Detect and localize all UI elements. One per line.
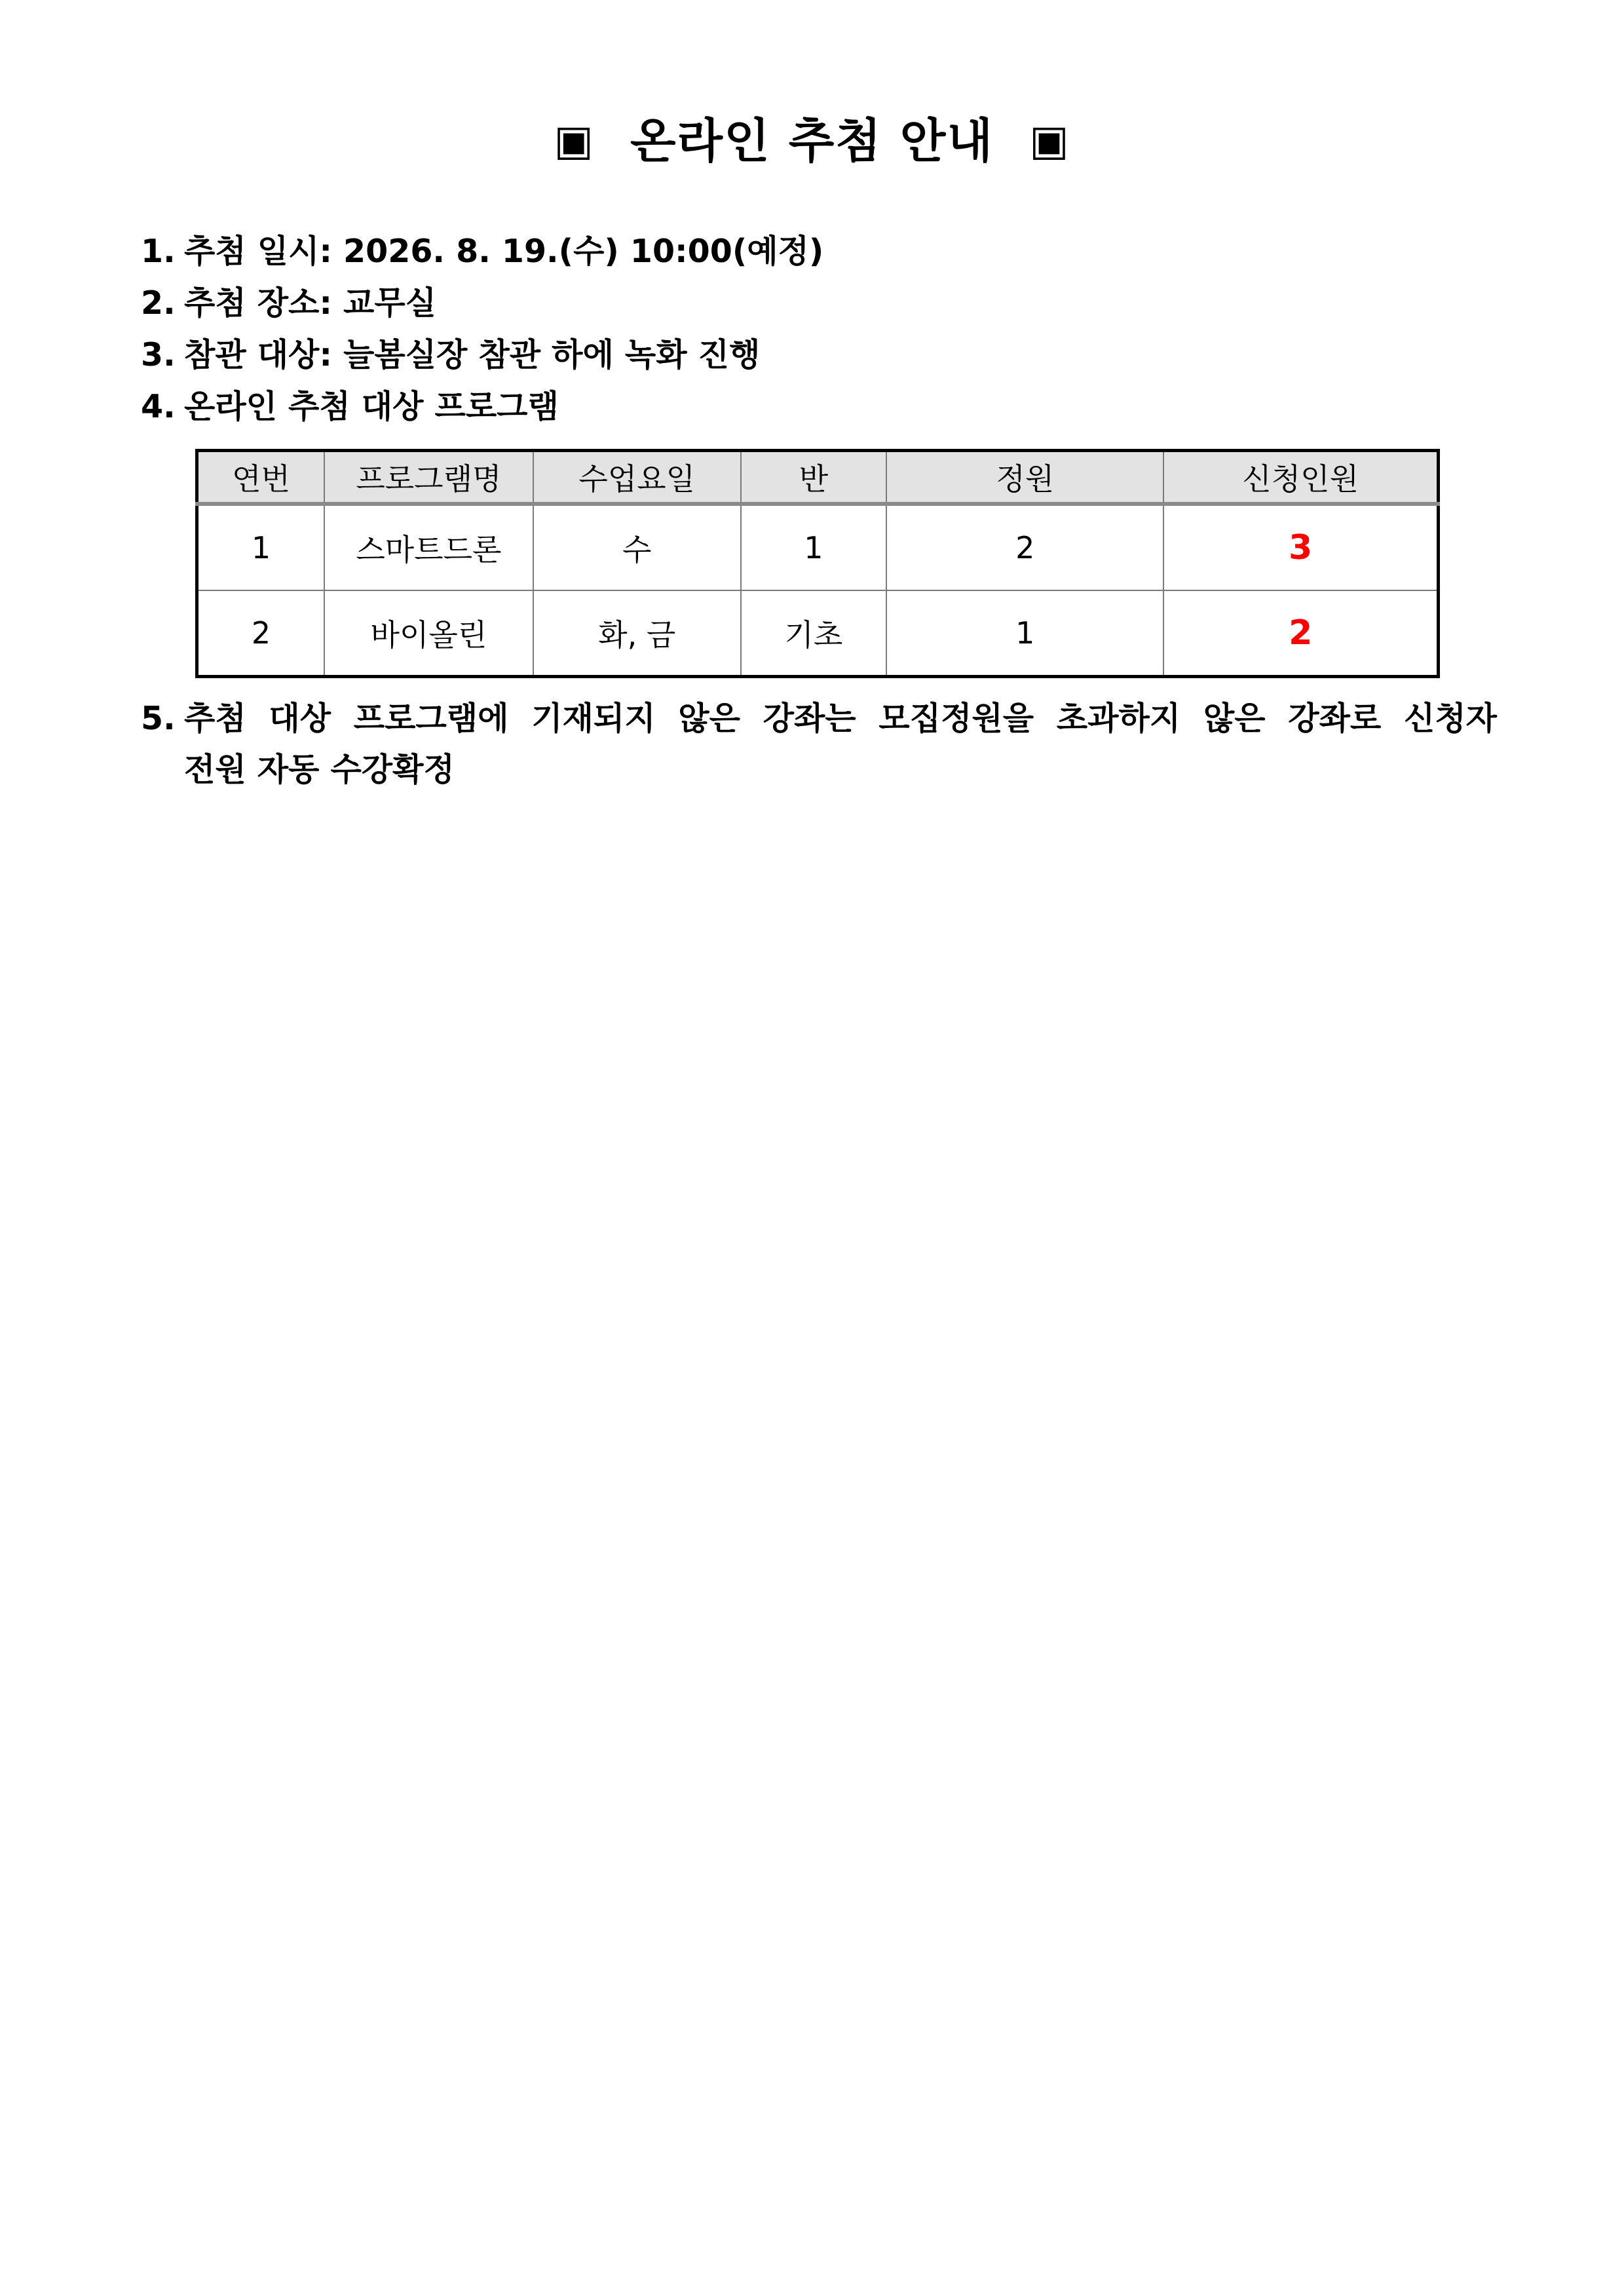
cell-class-days: 수 bbox=[533, 504, 741, 590]
item-text-line2: 전원 자동 수강확정 bbox=[184, 751, 455, 788]
header-program-name: 프로그램명 bbox=[324, 451, 533, 505]
title-text: 온라인 추첨 안내 bbox=[630, 113, 994, 168]
item-number: 2. bbox=[141, 284, 176, 322]
square-ornament-icon-right: ▣ bbox=[1029, 117, 1070, 165]
item-observers bbox=[141, 335, 760, 375]
header-class-days: 수업요일 bbox=[533, 451, 741, 505]
header-class-group: 반 bbox=[741, 451, 887, 505]
header-applicants: 신청인원 bbox=[1163, 451, 1438, 505]
item-number: 3. bbox=[141, 336, 176, 373]
item-number: 5. bbox=[141, 700, 176, 737]
item-text-line1: 추첨 대상 프로그램에 기재되지 않은 강좌는 모집정원을 초과하지 않은 강좌로 신청자 bbox=[184, 700, 1497, 737]
document-title bbox=[0, 108, 1624, 174]
table-row bbox=[197, 504, 1439, 590]
item-number: 4. bbox=[141, 388, 176, 425]
table-row bbox=[197, 590, 1439, 677]
item-text: 추첨 장소: 교무실 bbox=[184, 284, 437, 322]
cell-class-days: 화, 금 bbox=[533, 590, 741, 677]
table-header-row bbox=[197, 451, 1439, 505]
item-lottery-datetime bbox=[141, 232, 823, 271]
item-target-programs bbox=[141, 387, 559, 427]
cell-applicants: 2 bbox=[1163, 590, 1438, 677]
cell-program-name: 스마트드론 bbox=[324, 504, 533, 590]
cell-capacity: 2 bbox=[886, 504, 1163, 590]
cell-applicants: 3 bbox=[1163, 504, 1438, 590]
item-text: 추첨 일시: 2026. 8. 19.(수) 10:00(예정) bbox=[184, 233, 824, 270]
header-no: 연번 bbox=[197, 451, 325, 505]
item-text: 온라인 추첨 대상 프로그램 bbox=[184, 388, 559, 425]
item-number: 1. bbox=[141, 233, 176, 270]
header-capacity: 정원 bbox=[886, 451, 1163, 505]
program-table bbox=[195, 449, 1440, 678]
cell-capacity: 1 bbox=[886, 590, 1163, 677]
square-ornament-icon-left: ▣ bbox=[554, 117, 595, 165]
cell-no: 1 bbox=[197, 504, 325, 590]
cell-class-group: 1 bbox=[741, 504, 887, 590]
item-text: 참관 대상: 늘봄실장 참관 하에 녹화 진행 bbox=[184, 336, 761, 373]
cell-class-group: 기초 bbox=[741, 590, 887, 677]
item-lottery-location bbox=[141, 284, 436, 323]
cell-program-name: 바이올린 bbox=[324, 590, 533, 677]
cell-no: 2 bbox=[197, 590, 325, 677]
